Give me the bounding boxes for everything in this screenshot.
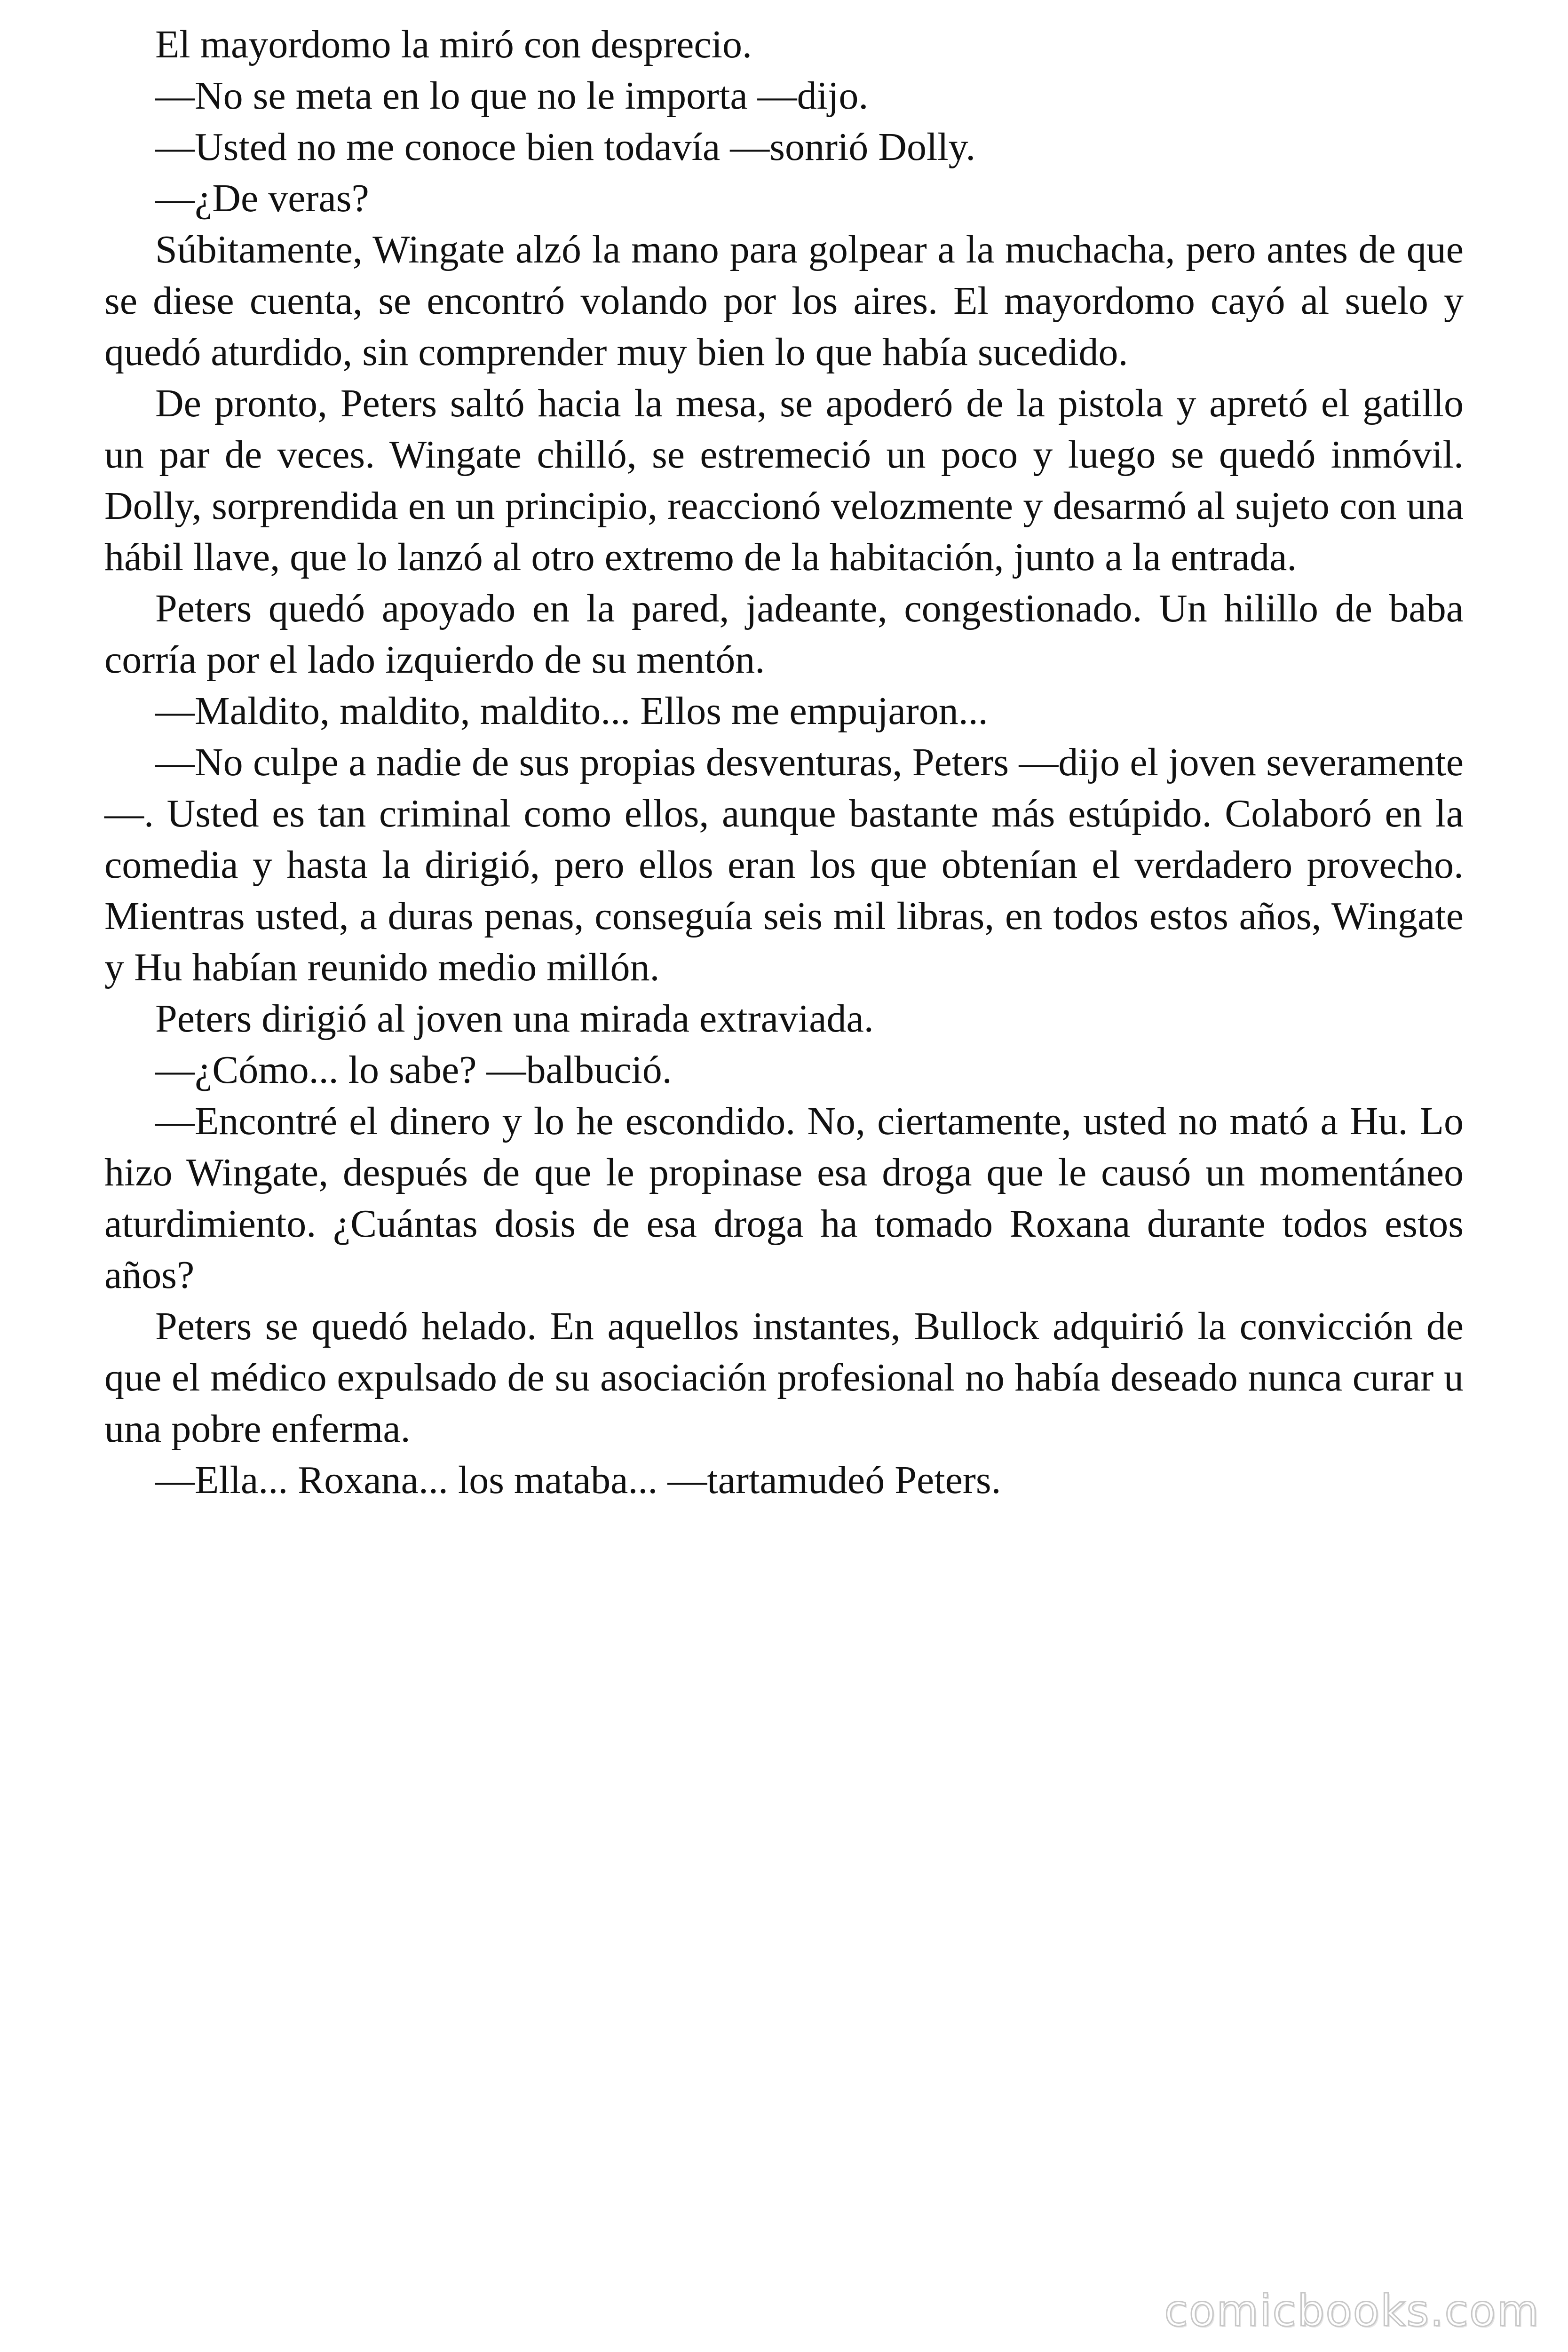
- paragraph: —Usted no me conoce bien todavía —sonrió Dolly.: [155, 125, 976, 169]
- paragraph: —Maldito, maldito, maldito... Ellos me empujaron...: [155, 689, 988, 733]
- paragraph: —No culpe a nadie de sus propias desventuras, Peters —dijo el joven severamente—. Usted es tan criminal como ellos, aunque bastante más estúpido. Colaboró en la comedia y hasta la dirigió, pero ellos eran los que obtenían el verdadero provecho. Mientras usted, a duras penas, conseguía seis mil libras, en todos estos años, Wingate y Hu habían reunido medio millón.: [104, 740, 1464, 989]
- watermark-logo: comicbooks.com: [1164, 2286, 1540, 2336]
- paragraph: Peters quedó apoyado en la pared, jadeante, congestionado. Un hilillo de baba corría por el lado izquierdo de su mentón.: [104, 587, 1464, 682]
- paragraph: —¿Cómo... lo sabe? —balbució.: [155, 1048, 672, 1092]
- paragraph: —Ella... Roxana... los mataba... —tartamudeó Peters.: [155, 1458, 1001, 1502]
- paragraph: Peters se quedó helado. En aquellos instantes, Bullock adquirió la convicción de que el médico expulsado de su asociación profesional no había deseado nunca curar u una pobre enferma.: [104, 1304, 1464, 1451]
- paragraph: De pronto, Peters saltó hacia la mesa, se apoderó de la pistola y apretó el gatillo un par de veces. Wingate chilló, se estremeció un poco y luego se quedó inmóvil. Dolly, sorprendida en un principio, reaccionó velozmente y desarmó al sujeto con una hábil llave, que lo lanzó al otro extremo de la habitación, junto a la entrada.: [104, 381, 1464, 579]
- paragraph: Peters dirigió al joven una mirada extraviada.: [155, 997, 874, 1041]
- paragraph: —No se meta en lo que no le importa —dijo.: [155, 74, 869, 118]
- body-text: [104, 19, 1464, 1506]
- paragraph: —¿De veras?: [155, 176, 369, 220]
- paragraph: Súbitamente, Wingate alzó la mano para golpear a la muchacha, pero antes de que se diese cuenta, se encontró volando por los aires. El mayordomo cayó al suelo y quedó aturdido, sin comprender muy bien lo que había sucedido.: [104, 228, 1464, 374]
- paragraph: El mayordomo la miró con desprecio.: [155, 23, 752, 66]
- paragraph: —Encontré el dinero y lo he escondido. No, ciertamente, usted no mató a Hu. Lo hizo Wingate, después de que le propinase esa droga que le causó un momentáneo aturdimiento. ¿Cuántas dosis de esa droga ha tomado Roxana durante todos estos años?: [104, 1099, 1464, 1297]
